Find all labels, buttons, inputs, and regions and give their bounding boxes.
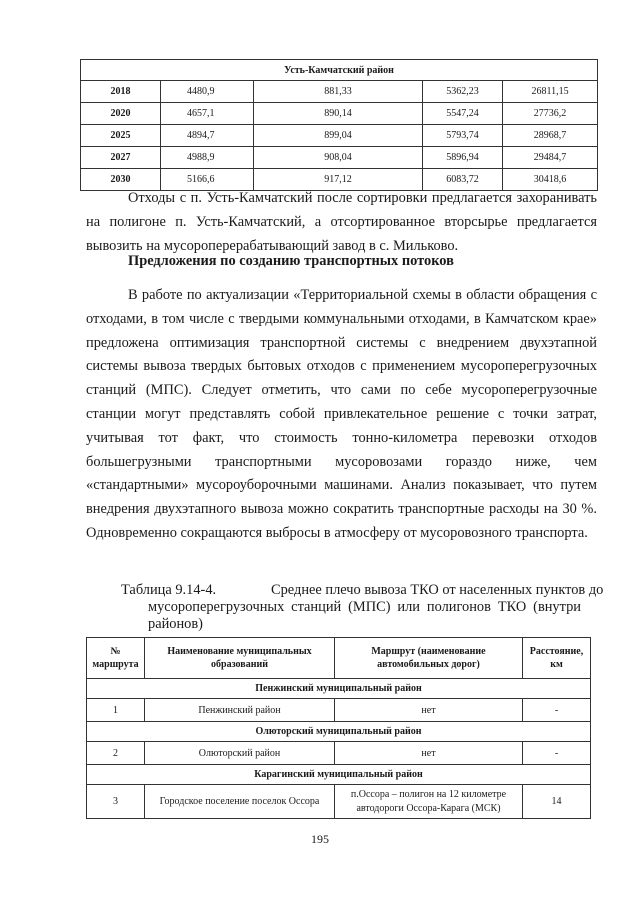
municipality-cell: Городское поселение поселок Оссора [145, 785, 335, 819]
header-route-number: № маршрута [87, 638, 145, 679]
table-cell: 27736,2 [503, 103, 598, 125]
table-row [81, 125, 598, 147]
table-cell: 5896,94 [423, 147, 503, 169]
year-cell: 2018 [81, 81, 161, 103]
table-row [81, 147, 598, 169]
table-row [81, 103, 598, 125]
table-cell: 29484,7 [503, 147, 598, 169]
table-cell: 5547,24 [423, 103, 503, 125]
distance-cell: 14 [523, 785, 591, 819]
table-row [81, 81, 598, 103]
route-cell: нет [335, 742, 523, 765]
table-cell: 4480,9 [161, 81, 254, 103]
table-cell: 4894,7 [161, 125, 254, 147]
paragraph-transport: В работе по актуализации «Территориальной схемы в области обращения с отходами, в том числе с твердыми коммунальными отходами, в Камчатском крае» предложена оптимизация транспортной системы с внедрением двухэтапной системы вывоза твердых бытовых отходов с применением мусороперегрузочных станций (МПС). Следует отметить, что сами по себе мусороперегрузочные станции могут представлять собой привлекательное решение с точки затрат, учитывая тот факт, что стоимость тонно-километра перевозки отходов большегрузными транспортными мусоровозами гораздо ниже, чем «стандартными» мусороуборочными машинами. Анализ показывает, что путем внедрения двухэтапного вывоза можно сократить транспортные расходы на 30 %. Одновременно сокращаются выбросы в атмосферу от мусоровозного транспорта. [86, 287, 597, 541]
route-cell: п.Оссора – полигон на 12 километре автодороги Оссора-Карага (МСК) [335, 785, 523, 819]
distance-cell: - [523, 699, 591, 722]
year-cell: 2020 [81, 103, 161, 125]
year-cell: 2030 [81, 169, 161, 191]
region-row: Карагинский муниципальный район [87, 765, 591, 785]
table-cell: 5166,6 [161, 169, 254, 191]
table-cell: 4657,1 [161, 103, 254, 125]
route-number-cell: 1 [87, 699, 145, 722]
table-cell: 890,14 [254, 103, 423, 125]
caption-label: Таблица 9.14-4. [121, 582, 217, 598]
table-cell: 908,04 [254, 147, 423, 169]
waste-volume-table [80, 59, 598, 191]
table-row [87, 699, 591, 722]
table-cell: 4988,9 [161, 147, 254, 169]
table-cell: 5793,74 [423, 125, 503, 147]
table-cell: 917,12 [254, 169, 423, 191]
table-cell: 6083,72 [423, 169, 503, 191]
year-cell: 2027 [81, 147, 161, 169]
header-route: Маршрут (наименование автомобильных дорог) [335, 638, 523, 679]
route-cell: нет [335, 699, 523, 722]
distance-cell: - [523, 742, 591, 765]
table-header-row [87, 638, 591, 679]
table-cell: 899,04 [254, 125, 423, 147]
header-distance: Расстояние, км [523, 638, 591, 679]
region-row: Олюторский муниципальный район [87, 722, 591, 742]
route-number-cell: 2 [87, 742, 145, 765]
section-heading: Предложения по созданию транспортных потоков [128, 253, 454, 269]
header-municipality: Наименование муниципальных образований [145, 638, 335, 679]
table-caption [121, 582, 604, 633]
year-cell: 2025 [81, 125, 161, 147]
table-region-header: Усть-Камчатский район [81, 60, 598, 81]
table-cell: 881,33 [254, 81, 423, 103]
caption-text-rest: мусороперегрузочных станций (МПС) или полигонов ТКО (внутри районов) [148, 599, 581, 632]
table-cell: 5362,23 [423, 81, 503, 103]
municipality-cell: Олюторский район [145, 742, 335, 765]
route-number-cell: 3 [87, 785, 145, 819]
paragraph-sorting: Отходы с п. Усть-Камчатский после сортировки предлагается захоранивать на полигоне п. Усть-Камчатский, а отсортированное вторсырье предлагается вывозить на мусороперерабатывающий завод в с. Мильково. [86, 190, 597, 254]
caption-text-first: Среднее плечо вывоза ТКО от населенных пунктов до [271, 582, 604, 598]
routes-table [86, 637, 591, 819]
table-row [87, 742, 591, 765]
page-number: 195 [311, 832, 329, 846]
table-row [87, 785, 591, 819]
table-cell: 30418,6 [503, 169, 598, 191]
table-cell: 26811,15 [503, 81, 598, 103]
region-row: Пенжинский муниципальный район [87, 679, 591, 699]
table-cell: 28968,7 [503, 125, 598, 147]
municipality-cell: Пенжинский район [145, 699, 335, 722]
